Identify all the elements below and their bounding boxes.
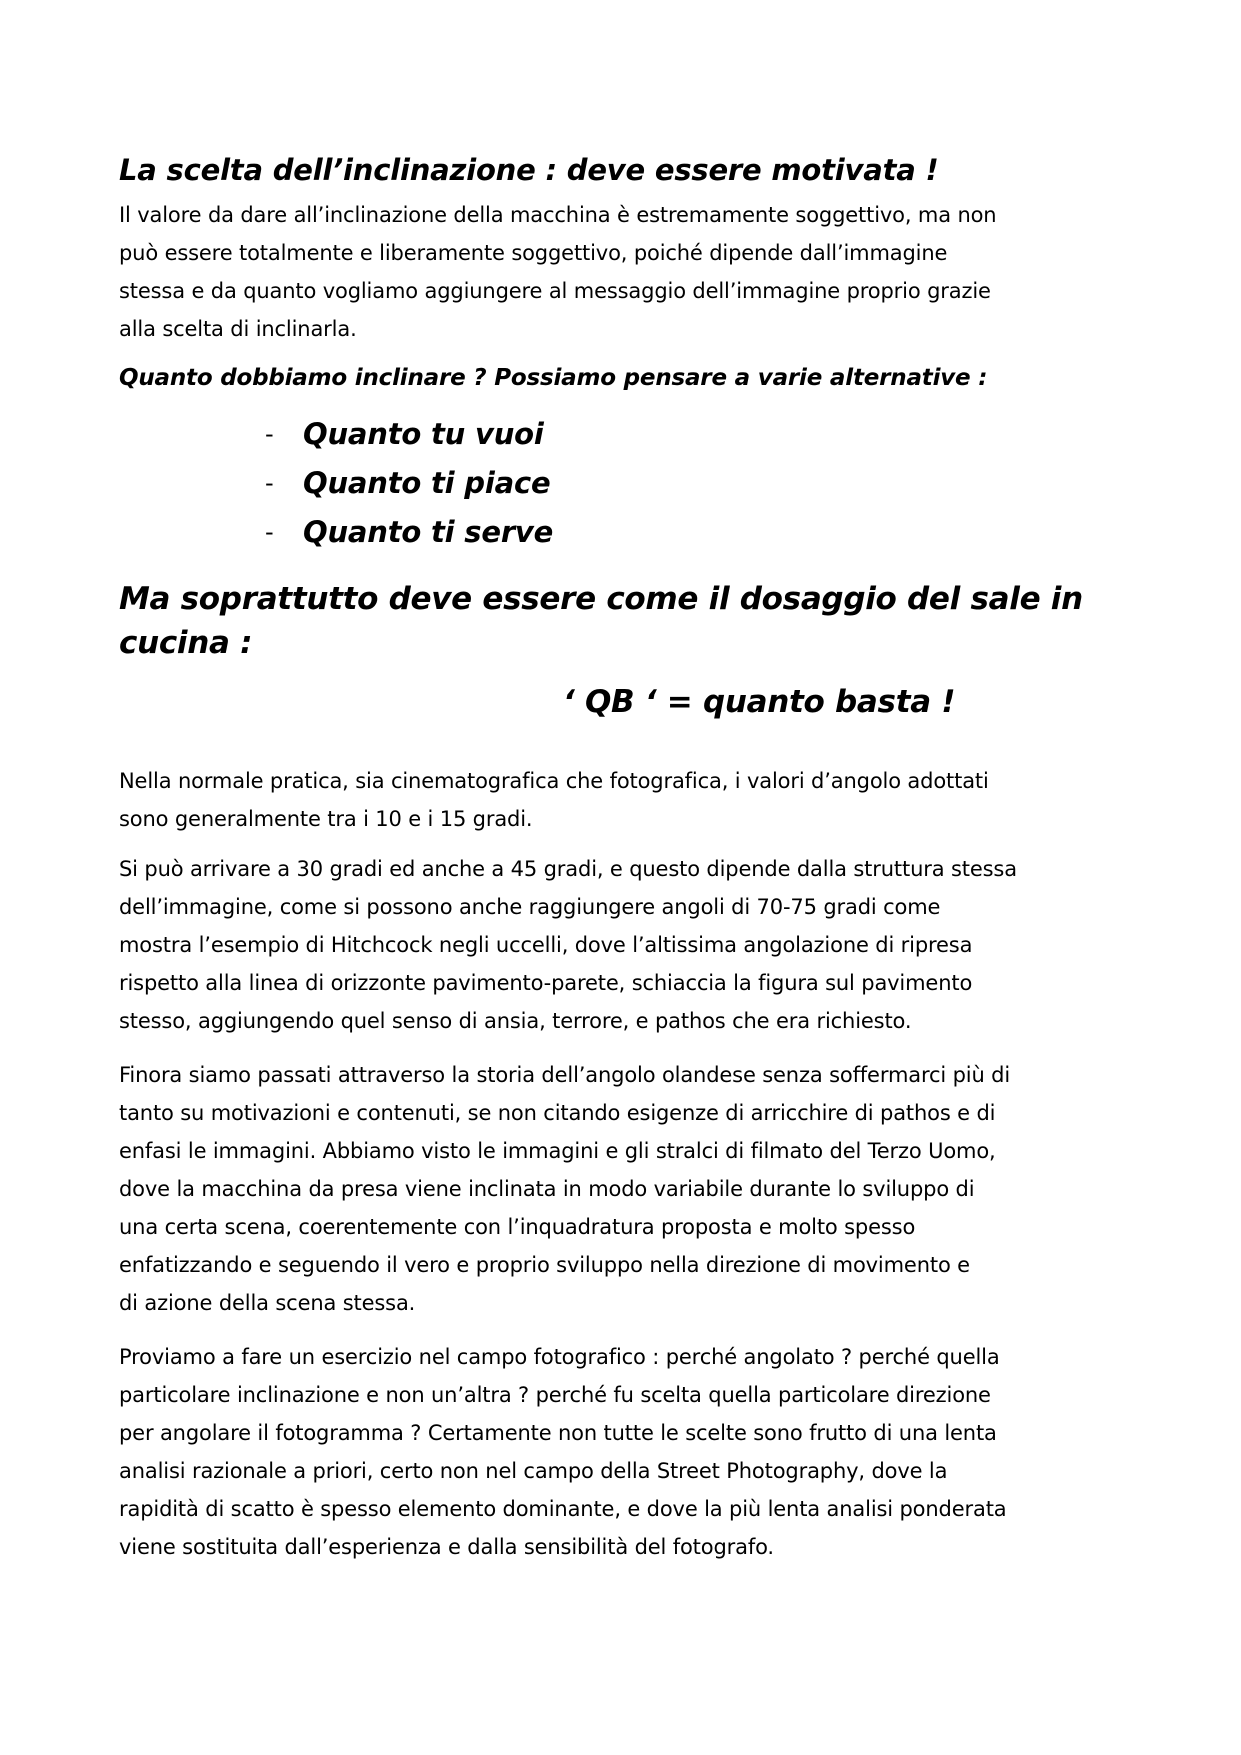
text-line: rispetto alla linea di orizzonte pavimento-parete, schiaccia la figura sul pavimento [119, 971, 973, 995]
text-line: dell’immagine, come si possono anche raggiungere angoli di 70-75 gradi come [119, 895, 941, 919]
bullet-dash: - [265, 420, 274, 448]
bullet-dash: - [265, 469, 274, 497]
intro-paragraph [119, 196, 1129, 348]
practice-paragraph [119, 762, 1129, 838]
alternatives-list [119, 410, 1129, 557]
exercise-paragraph [119, 1338, 1129, 1566]
text-line: tanto su motivazioni e contenuti, se non citando esigenze di arricchire di pathos e di [119, 1101, 996, 1125]
text-line: sono generalmente tra i 10 e i 15 gradi. [119, 807, 533, 831]
text-line: Finora siamo passati attraverso la storia dell’angolo olandese senza soffermarci più di [119, 1063, 1011, 1087]
list-item [265, 410, 1129, 459]
text-line: può essere totalmente e liberamente soggettivo, poiché dipende dall’immagine [119, 241, 948, 265]
bullet-dash: - [265, 518, 274, 546]
text-line: enfasi le immagini. Abbiamo visto le immagini e gli stralci di filmato del Terzo Uomo, [119, 1139, 996, 1163]
text-line: particolare inclinazione e non un’altra ? perché fu scelta quella particolare direzione [119, 1383, 991, 1407]
text-line: Si può arrivare a 30 gradi ed anche a 45 gradi, e questo dipende dalla struttura stessa [119, 857, 1017, 881]
list-item [265, 459, 1129, 508]
page-content [119, 150, 1129, 1566]
text-line: dove la macchina da presa viene inclinata in modo variabile durante lo sviluppo di [119, 1177, 975, 1201]
text-line: Il valore da dare all’inclinazione della macchina è estremamente soggettivo, ma non [119, 203, 997, 227]
text-line: rapidità di scatto è spesso elemento dominante, e dove la più lenta analisi ponderata [119, 1497, 1007, 1521]
list-item-text: Quanto ti serve [303, 515, 554, 549]
text-line: stesso, aggiungendo quel senso di ansia, terrore, e pathos che era richiesto. [119, 1009, 912, 1033]
qb-heading: ‘ QB ‘ = quanto basta ! [563, 684, 956, 720]
text-line: di azione della scena stessa. [119, 1291, 416, 1315]
history-paragraph [119, 1056, 1129, 1322]
text-line: analisi razionale a priori, certo non nel campo della Street Photography, dove la [119, 1459, 948, 1483]
text-line: Proviamo a fare un esercizio nel campo fotografico : perché angolato ? perché quella [119, 1345, 1000, 1369]
text-line: per angolare il fotogramma ? Certamente non tutte le scelte sono frutto di una lenta [119, 1421, 997, 1445]
degrees-paragraph [119, 850, 1129, 1040]
conclusion-heading: Ma soprattutto deve essere come il dosaggio del sale in cucina : [119, 581, 1083, 661]
text-line: mostra l’esempio di Hitchcock negli uccelli, dove l’altissima angolazione di ripresa [119, 933, 973, 957]
text-line: viene sostituita dall’esperienza e dalla sensibilità del fotografo. [119, 1535, 774, 1559]
list-item-text: Quanto tu vuoi [303, 417, 544, 451]
list-item [265, 508, 1129, 557]
text-line: stessa e da quanto vogliamo aggiungere al messaggio dell’immagine proprio grazie [119, 279, 991, 303]
list-item-text: Quanto ti piace [303, 466, 551, 500]
text-line: enfatizzando e seguendo il vero e proprio sviluppo nella direzione di movimento e [119, 1253, 970, 1277]
text-line: Nella normale pratica, sia cinematografica che fotografica, i valori d’angolo adottati [119, 769, 989, 793]
question-heading: Quanto dobbiamo inclinare ? Possiamo pensare a varie alternative : [119, 365, 988, 391]
text-line: una certa scena, coerentemente con l’inquadratura proposta e molto spesso [119, 1215, 916, 1239]
text-line: alla scelta di inclinarla. [119, 317, 357, 341]
page-title: La scelta dell’inclinazione : deve essere motivata ! [119, 153, 939, 187]
